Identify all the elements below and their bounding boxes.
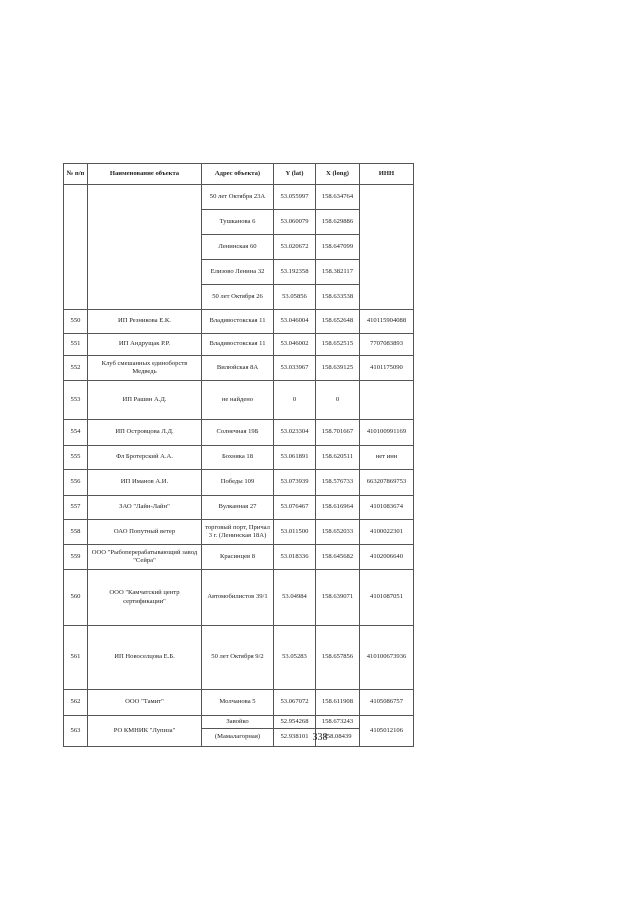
cell-inn: 4100022301 bbox=[360, 520, 414, 545]
cell-name bbox=[88, 185, 202, 310]
cell-address: торговый порт, Причал 3 г. (Ленинская 18А) bbox=[202, 520, 274, 545]
cell-num: 560 bbox=[64, 570, 88, 626]
header-name: Наименование объекта bbox=[88, 164, 202, 185]
cell-inn: 4102006640 bbox=[360, 545, 414, 570]
table-row bbox=[64, 446, 414, 470]
cell-name: ИП Островцова Л.Д. bbox=[88, 420, 202, 446]
cell-inn: 410100673936 bbox=[360, 626, 414, 690]
cell-address: Бохняка 18 bbox=[202, 446, 274, 470]
cell-name: ЗАО "Лайн-Лайн" bbox=[88, 496, 202, 520]
cell-address: Автомобилистов 39/1 bbox=[202, 570, 274, 626]
cell-lon: 158.620511 bbox=[316, 446, 360, 470]
cell-address: Завойко bbox=[202, 716, 274, 729]
cell-lon: 158.382117 bbox=[316, 260, 360, 285]
cell-name: ООО "Рыбоперерабатывающий завод "Сейра" bbox=[88, 545, 202, 570]
cell-lon: 158.611908 bbox=[316, 690, 360, 716]
cell-name: РО КМНИК "Лупиза" bbox=[88, 716, 202, 747]
header-address: Адрес объекта) bbox=[202, 164, 274, 185]
cell-lat: 52.954268 bbox=[274, 716, 316, 729]
cell-address: Владивостокская 11 bbox=[202, 310, 274, 334]
cell-num bbox=[64, 185, 88, 310]
cell-inn: 4105012106 bbox=[360, 716, 414, 747]
cell-lat: 53.023304 bbox=[274, 420, 316, 446]
cell-lon: 158.645682 bbox=[316, 545, 360, 570]
cell-num: 556 bbox=[64, 470, 88, 496]
cell-address: Елизово Ленина 32 bbox=[202, 260, 274, 285]
cell-address: Красинцев 8 bbox=[202, 545, 274, 570]
cell-lat: 53.046002 bbox=[274, 334, 316, 356]
cell-num: 554 bbox=[64, 420, 88, 446]
cell-lat: 53.033967 bbox=[274, 356, 316, 381]
cell-address: Вилюйская 8А bbox=[202, 356, 274, 381]
table-row bbox=[64, 310, 414, 334]
cell-lon: 158.652648 bbox=[316, 310, 360, 334]
cell-name: ИП Резникова Е.К. bbox=[88, 310, 202, 334]
cell-address: Солнечная 19Б bbox=[202, 420, 274, 446]
cell-address: Победы 109 bbox=[202, 470, 274, 496]
cell-lon: 0 bbox=[316, 381, 360, 420]
cell-lon: 158.673243 bbox=[316, 716, 360, 729]
table-row bbox=[64, 334, 414, 356]
cell-name: Клуб смешанных единоборств Медведь bbox=[88, 356, 202, 381]
table-row bbox=[64, 716, 414, 729]
cell-lon: 158.576733 bbox=[316, 470, 360, 496]
cell-num: 555 bbox=[64, 446, 88, 470]
header-row bbox=[64, 164, 414, 185]
cell-address: 50 лет Октября 23А bbox=[202, 185, 274, 210]
cell-inn: 410115904088 bbox=[360, 310, 414, 334]
cell-address: Вулканная 27 bbox=[202, 496, 274, 520]
cell-address: 50 лет Октября 9/2 bbox=[202, 626, 274, 690]
cell-num: 551 bbox=[64, 334, 88, 356]
cell-inn: 4101087051 bbox=[360, 570, 414, 626]
cell-name: ИП Андрущак Р.Р. bbox=[88, 334, 202, 356]
cell-lat: 53.05856 bbox=[274, 285, 316, 310]
cell-num: 553 bbox=[64, 381, 88, 420]
cell-name: ИП Иманов А.И. bbox=[88, 470, 202, 496]
cell-inn: 7707083893 bbox=[360, 334, 414, 356]
table-row bbox=[64, 570, 414, 626]
cell-lon: 158.647099 bbox=[316, 235, 360, 260]
cell-num: 561 bbox=[64, 626, 88, 690]
cell-lat: 53.018336 bbox=[274, 545, 316, 570]
cell-inn: 663207869753 bbox=[360, 470, 414, 496]
cell-inn: нет инн bbox=[360, 446, 414, 470]
cell-lat: 53.060079 bbox=[274, 210, 316, 235]
cell-lon: 158.652033 bbox=[316, 520, 360, 545]
table-row bbox=[64, 381, 414, 420]
header-lon: X (long) bbox=[316, 164, 360, 185]
cell-inn: 410100991169 bbox=[360, 420, 414, 446]
table-row bbox=[64, 496, 414, 520]
header-lat: Y (lat) bbox=[274, 164, 316, 185]
cell-lat: 53.046004 bbox=[274, 310, 316, 334]
header-num: № п/п bbox=[64, 164, 88, 185]
cell-inn bbox=[360, 381, 414, 420]
cell-inn: 4105086757 bbox=[360, 690, 414, 716]
cell-lon: 158.08439 bbox=[316, 729, 360, 747]
cell-address: Владивостокская 11 bbox=[202, 334, 274, 356]
cell-num: 552 bbox=[64, 356, 88, 381]
page-number: 338 bbox=[312, 732, 328, 743]
cell-lat: 53.073939 bbox=[274, 470, 316, 496]
cell-lat: 53.076467 bbox=[274, 496, 316, 520]
cell-name: Фл Бротерский А.А. bbox=[88, 446, 202, 470]
cell-lon: 158.639125 bbox=[316, 356, 360, 381]
cell-lat: 53.05283 bbox=[274, 626, 316, 690]
cell-address: 50 лет Октября 26 bbox=[202, 285, 274, 310]
cell-lon: 158.633538 bbox=[316, 285, 360, 310]
cell-address: не найдено bbox=[202, 381, 274, 420]
table-row bbox=[64, 356, 414, 381]
cell-lat: 52.938101 bbox=[274, 729, 316, 747]
cell-lat: 53.067072 bbox=[274, 690, 316, 716]
cell-lat: 0 bbox=[274, 381, 316, 420]
cell-lon: 158.616964 bbox=[316, 496, 360, 520]
cell-address: Молчанова 5 bbox=[202, 690, 274, 716]
cell-address: (Мамалагорная) bbox=[202, 729, 274, 747]
cell-lat: 53.04984 bbox=[274, 570, 316, 626]
cell-lat: 53.011500 bbox=[274, 520, 316, 545]
cell-lon: 158.629886 bbox=[316, 210, 360, 235]
table-row bbox=[64, 520, 414, 545]
cell-num: 557 bbox=[64, 496, 88, 520]
objects-table bbox=[63, 163, 414, 747]
table-row bbox=[64, 626, 414, 690]
cell-lon: 158.657856 bbox=[316, 626, 360, 690]
cell-lon: 158.652515 bbox=[316, 334, 360, 356]
cell-num: 563 bbox=[64, 716, 88, 747]
cell-lon: 158.701667 bbox=[316, 420, 360, 446]
cell-name: ИП Новоселцова Е.Б. bbox=[88, 626, 202, 690]
table-row bbox=[64, 470, 414, 496]
cell-inn bbox=[360, 185, 414, 310]
cell-name: ООО "Камчатский центр сертификации" bbox=[88, 570, 202, 626]
cell-address: Ленинская 60 bbox=[202, 235, 274, 260]
table-row bbox=[64, 545, 414, 570]
cell-num: 558 bbox=[64, 520, 88, 545]
header-inn: ИНН bbox=[360, 164, 414, 185]
cell-address: Тушканова 6 bbox=[202, 210, 274, 235]
cell-name: ОАО Попутный ветер bbox=[88, 520, 202, 545]
cell-num: 550 bbox=[64, 310, 88, 334]
cell-inn: 4101175090 bbox=[360, 356, 414, 381]
cell-lat: 53.192358 bbox=[274, 260, 316, 285]
cell-lon: 158.634764 bbox=[316, 185, 360, 210]
cell-lat: 53.020672 bbox=[274, 235, 316, 260]
table-row bbox=[64, 185, 414, 210]
cell-lon: 158.639071 bbox=[316, 570, 360, 626]
table-row bbox=[64, 420, 414, 446]
cell-num: 562 bbox=[64, 690, 88, 716]
table-row bbox=[64, 690, 414, 716]
cell-lat: 53.061891 bbox=[274, 446, 316, 470]
cell-num: 559 bbox=[64, 545, 88, 570]
cell-inn: 4101083674 bbox=[360, 496, 414, 520]
cell-name: ООО "Тамит" bbox=[88, 690, 202, 716]
cell-name: ИП Рашин А.Д. bbox=[88, 381, 202, 420]
cell-lat: 53.055997 bbox=[274, 185, 316, 210]
